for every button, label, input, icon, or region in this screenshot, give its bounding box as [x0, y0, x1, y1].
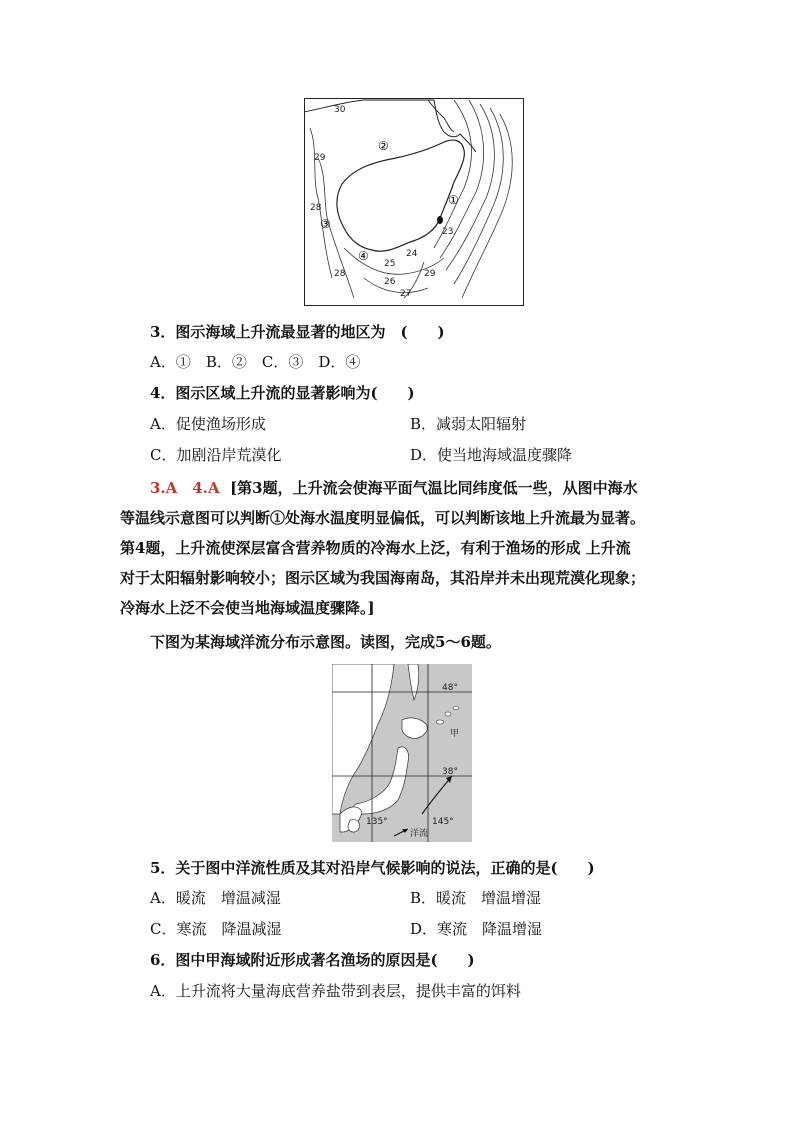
- q4-option-b: B．减弱太阳辐射: [410, 415, 527, 433]
- q4-stem: 4．图示区域上升流的显著影响为( ): [150, 384, 415, 402]
- answer-line-2: 等温线示意图可以判断①处海水温度明显偏低，可以判断该地上升流最为显著。: [120, 509, 646, 527]
- q4-option-c: C．加剧沿岸荒漠化: [150, 446, 282, 464]
- q6-option-a: A．上升流将大量海底营养盐带到表层，提供丰富的饵料: [150, 982, 521, 1000]
- q5-option-b: B．暖流 增温增湿: [410, 889, 542, 907]
- answer-line-1: [第3题，上升流会使海平面气温比同纬度低一些，从图中海水: [230, 479, 638, 497]
- q3-stem: 3．图示海域上升流最显著的地区为 ( ): [150, 323, 445, 341]
- legend-current-label: 洋流: [410, 829, 429, 839]
- ocean-current-map-svg: [332, 664, 472, 842]
- contour-label: 28: [310, 203, 322, 213]
- q5-option-d: D．寒流 降温增湿: [410, 920, 543, 938]
- q3-options: A．① B．② C．③ D．④: [150, 353, 361, 371]
- contour-label: 25: [384, 259, 396, 269]
- q4-option-a: A．促使渔场形成: [150, 415, 266, 433]
- kyushu: [348, 820, 360, 832]
- q5-stem: 5．关于图中洋流性质及其对沿岸气候影响的说法，正确的是( ): [150, 859, 595, 877]
- intro-text: 下图为某海域洋流分布示意图。读图，完成5～6题。: [150, 633, 501, 651]
- contour-label: 30: [334, 105, 346, 115]
- contour-label: 23: [442, 227, 454, 237]
- site-label-4: ④: [358, 249, 369, 263]
- contour-label: 24: [406, 249, 418, 259]
- contour-label: 26: [384, 277, 396, 287]
- contour-label: 29: [314, 153, 326, 163]
- q5-option-a: A．暖流 增温减湿: [150, 889, 281, 907]
- isotherm-map: [304, 98, 524, 306]
- isotherm-map-svg: [304, 98, 524, 306]
- answer-line-4: 对于太阳辐射影响较小；图示区域为我国海南岛，其沿岸并未出现荒漠化现象；: [120, 569, 646, 587]
- site-label-1: ①: [448, 193, 459, 207]
- site-label-3: ③: [320, 217, 331, 231]
- answer-explanation: [120, 473, 680, 623]
- lat-48-label: 48°: [442, 683, 458, 693]
- q4-option-d: D．使当地海域温度骤降: [410, 446, 573, 464]
- q6-stem: 6．图中甲海域附近形成著名渔场的原因是( ): [150, 951, 475, 969]
- contour-label: 28: [334, 269, 346, 279]
- contour-label: 27: [400, 289, 412, 299]
- answer-line-5: 冷海水上泛不会使当地海域温度骤降。]: [120, 599, 375, 617]
- answer-line-3: 第4题，上升流使深层富含营养物质的冷海水上泛，有利于渔场的形成 上升流: [120, 539, 631, 557]
- ocean-current-map: [332, 664, 472, 842]
- jia-label: 甲: [450, 729, 460, 739]
- contour-label: 29: [424, 269, 436, 279]
- lat-38-label: 38°: [442, 767, 458, 777]
- q5-option-c: C．寒流 降温减湿: [150, 920, 282, 938]
- site-label-2: ②: [378, 139, 389, 153]
- lon-135-label: 135°: [366, 817, 388, 827]
- answer-label: 3.A 4.A: [150, 479, 220, 497]
- lon-145-label: 145°: [432, 817, 454, 827]
